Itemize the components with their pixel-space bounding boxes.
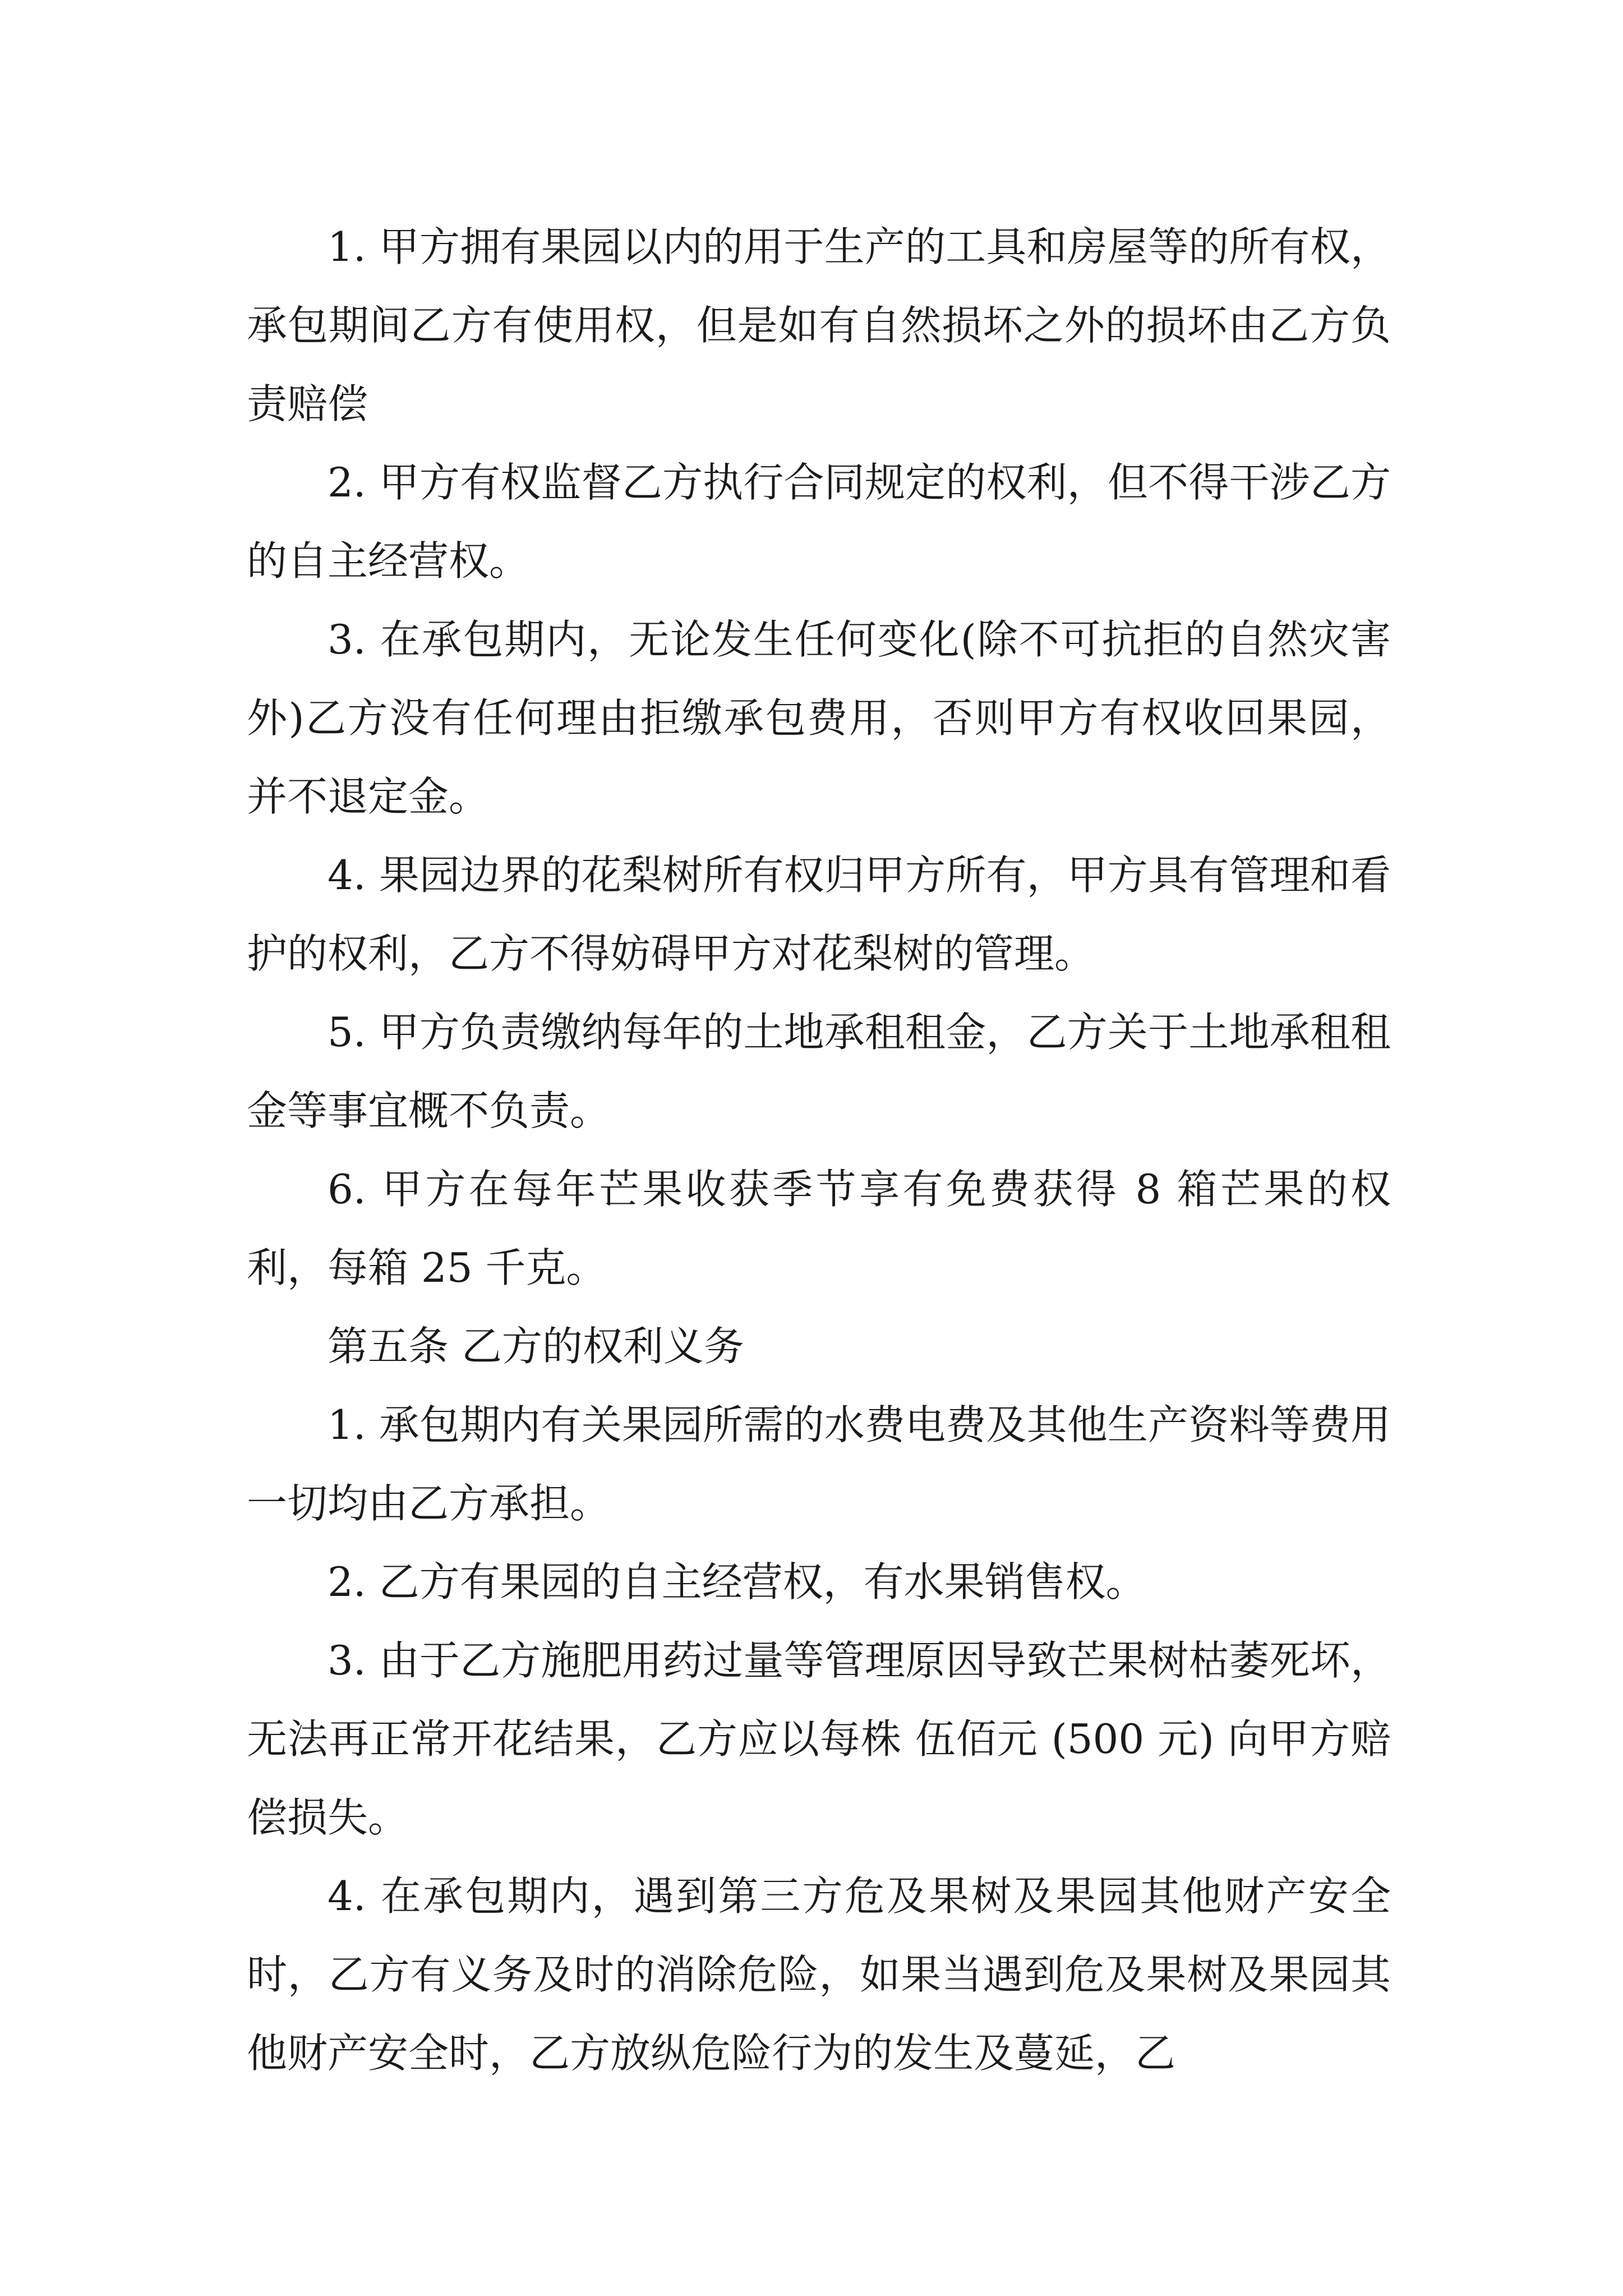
- clause-4-item-5: 5. 甲方负责缴纳每年的土地承租租金，乙方关于土地承租租金等事宜概不负责。: [247, 1009, 1391, 1134]
- clause-5-item-2: 2. 乙方有果园的自主经营权，有水果销售权。: [328, 1558, 1146, 1605]
- section-heading-clause-5: 第五条 乙方的权利义务: [328, 1323, 744, 1370]
- clause-4-item-1: 1. 甲方拥有果园以内的用于生产的工具和房屋等的所有权，承包期间乙方有使用权，但是如有自然损坏之外的损坏由乙方负责赔偿: [247, 223, 1391, 427]
- clause-4-item-2: 2. 甲方有权监督乙方执行合同规定的权利，但不得干涉乙方的自主经营权。: [247, 459, 1391, 585]
- clause-5-item-3: 3. 由于乙方施肥用药过量等管理原因导致芒果树枯萎死坏，无法再正常开花结果，乙方应以每株 伍佰元 (500 元) 向甲方赔偿损失。: [247, 1637, 1391, 1841]
- clause-4-item-3: 3. 在承包期内，无论发生任何变化(除不可抗拒的自然灾害外)乙方没有任何理由拒缴承包费用，否则甲方有权收回果园，并不退定金。: [247, 616, 1391, 820]
- clause-5-item-4: 4. 在承包期内，遇到第三方危及果树及果园其他财产安全时，乙方有义务及时的消除危险，如果当遇到危及果树及果园其他财产安全时，乙方放纵危险行为的发生及蔓延，乙: [247, 1872, 1391, 2077]
- document-body: [247, 208, 1391, 2092]
- clause-5-item-1: 1. 承包期内有关果园所需的水费电费及其他生产资料等费用一切均由乙方承担。: [247, 1401, 1391, 1527]
- clause-4-item-6: 6. 甲方在每年芒果收获季节享有免费获得 8 箱芒果的权利，每箱 25 千克。: [247, 1166, 1391, 1291]
- clause-4-item-4: 4. 果园边界的花梨树所有权归甲方所有，甲方具有管理和看护的权利，乙方不得妨碍甲方对花梨树的管理。: [247, 852, 1391, 977]
